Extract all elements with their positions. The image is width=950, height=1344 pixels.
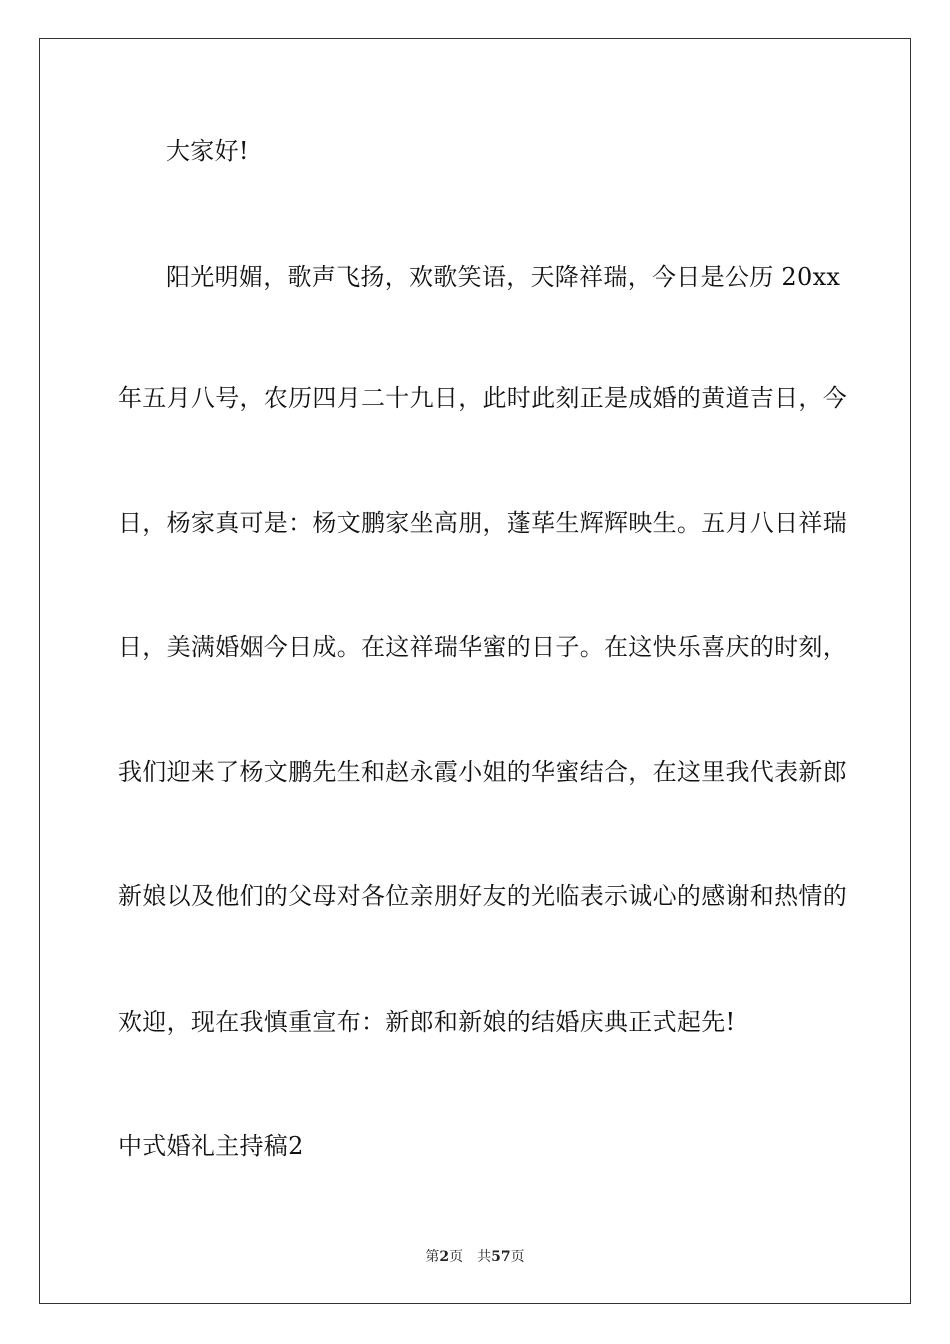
page-border [39, 38, 911, 1304]
body-line-6: 新娘以及他们的父母对各位亲朋好友的光临表示诚心的感谢和热情的 [118, 882, 847, 910]
body-line-2: 年五月八号，农历四月二十九日，此时此刻正是成婚的黄道吉日，今 [118, 384, 847, 412]
page-footer [0, 1247, 950, 1267]
total-pages: 57 [491, 1249, 511, 1265]
body-line-1: 阳光明媚，歌声飞扬，欢歌笑语，天降祥瑞，今日是公历 20xx [166, 263, 841, 291]
total-suffix: 页 [510, 1249, 525, 1265]
greeting-line: 大家好! [166, 137, 249, 165]
body-line-4: 日，美满婚姻今日成。在这祥瑞华蜜的日子。在这快乐喜庆的时刻， [118, 633, 847, 661]
page-prefix: 第 [425, 1249, 440, 1265]
total-prefix: 共 [477, 1249, 492, 1265]
body-line-7: 欢迎，现在我慎重宣布：新郎和新娘的结婚庆典正式起先! [118, 1008, 736, 1036]
page-suffix: 页 [449, 1249, 464, 1265]
section-heading: 中式婚礼主持稿2 [118, 1132, 304, 1160]
page-number: 2 [439, 1249, 450, 1265]
body-line-3: 日，杨家真可是：杨文鹏家坐高朋，蓬荜生辉辉映生。五月八日祥瑞 [118, 509, 847, 537]
body-line-5: 我们迎来了杨文鹏先生和赵永霞小姐的华蜜结合，在这里我代表新郎 [118, 758, 847, 786]
